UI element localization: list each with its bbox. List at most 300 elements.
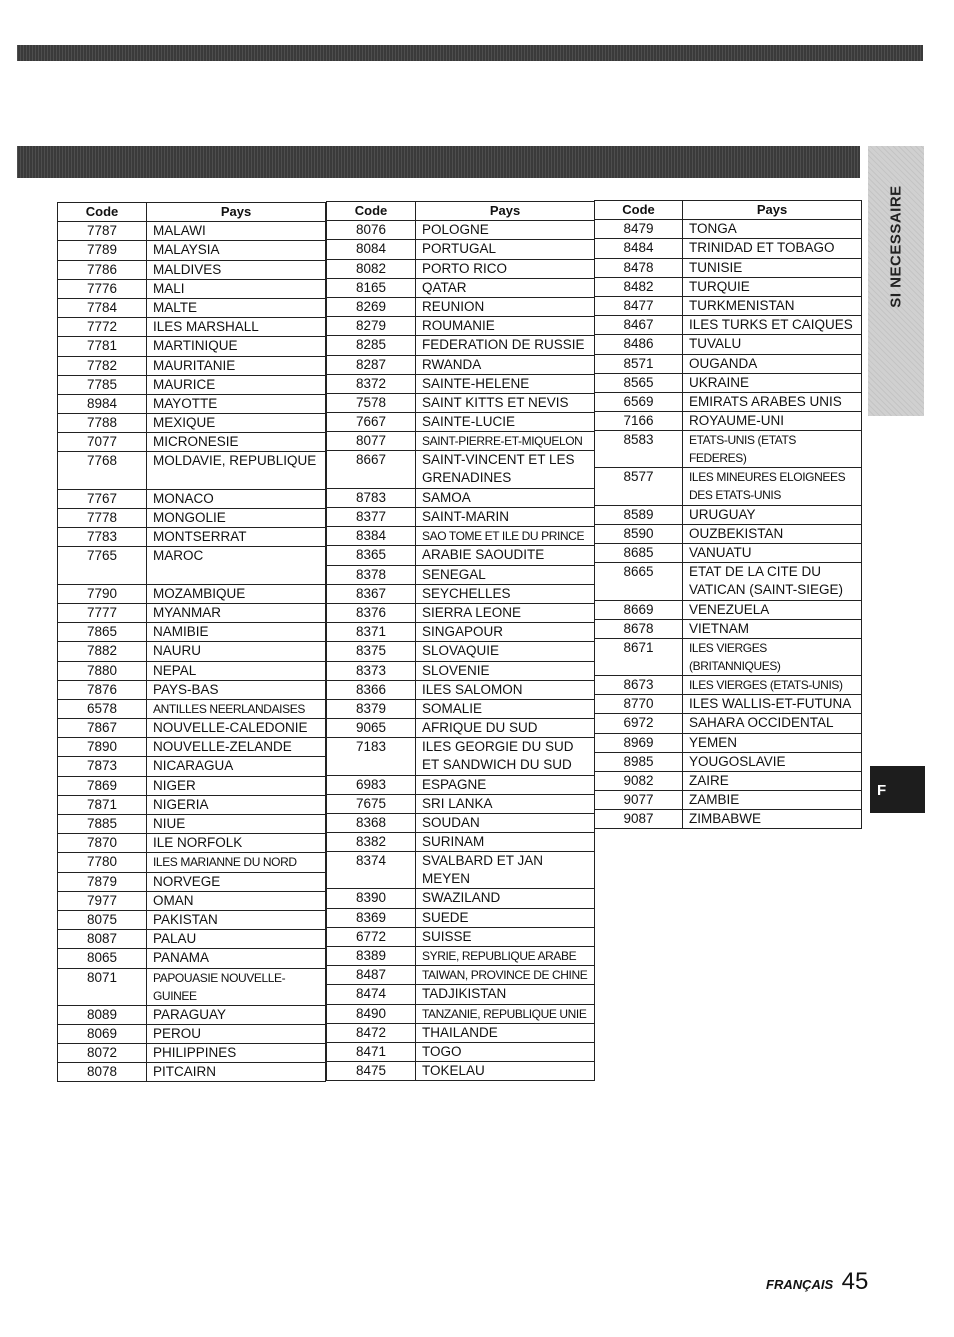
country-name: ARABIE SAOUDITE [416,546,595,565]
country-name: ETATS-UNIS (ETATS FEDERES) [683,431,862,468]
country-name: REUNION [416,297,595,316]
table-row [58,337,326,356]
table-row [58,642,326,661]
country-name: SAINT-VINCENT ET LES GRENADINES [416,451,595,488]
table-row [595,733,862,752]
country-code: 8082 [327,259,416,278]
country-code: 8969 [595,733,683,752]
country-code: 7765 [58,547,147,584]
country-name: SLOVENIE [416,661,595,680]
country-name: MAURICE [147,375,326,394]
country-code: 8678 [595,619,683,638]
country-code: 9082 [595,771,683,790]
country-code: 9087 [595,810,683,829]
country-code: 8366 [327,680,416,699]
country-code: 7876 [58,680,147,699]
country-code: 8590 [595,524,683,543]
country-name: NIGER [147,776,326,795]
table-row [595,771,862,790]
country-code: 7183 [327,738,416,775]
country-code: 8287 [327,355,416,374]
country-code: 8373 [327,661,416,680]
country-code: 8382 [327,833,416,852]
country-name: TUNISIE [683,258,862,277]
table-row [58,547,326,584]
table-row [327,985,595,1004]
country-name: ESPAGNE [416,775,595,794]
country-name: NEPAL [147,661,326,680]
table-row [58,603,326,622]
country-name: AFRIQUE DU SUD [416,719,595,738]
table-row [327,699,595,718]
table-row [327,488,595,507]
country-code: 8069 [58,1024,147,1043]
country-name: OUGANDA [683,354,862,373]
country-code: 8072 [58,1043,147,1062]
table-row [58,528,326,547]
country-code: 7867 [58,719,147,738]
country-code: 8565 [595,373,683,392]
table-row [58,910,326,929]
country-code: 6569 [595,392,683,411]
table-row [327,738,595,775]
table-row [58,623,326,642]
country-name: THAILANDE [416,1023,595,1042]
country-name: PAYS-BAS [147,680,326,699]
table-row [595,714,862,733]
country-code: 7778 [58,509,147,528]
table-row [595,505,862,524]
table-row [58,661,326,680]
country-name: YOUGOSLAVIE [683,752,862,771]
country-name: MALI [147,279,326,298]
table-row [58,279,326,298]
country-name: NIUE [147,815,326,834]
country-code: 8467 [595,316,683,335]
country-code: 8374 [327,852,416,889]
country-code: 8367 [327,584,416,603]
country-name: MYANMAR [147,603,326,622]
country-code: 7879 [58,872,147,891]
table-row [595,524,862,543]
country-name: ILES SALOMON [416,680,595,699]
country-name: MEXIQUE [147,414,326,433]
table-row [58,699,326,718]
column-header-country: Pays [147,203,326,222]
table-row [58,414,326,433]
table-row [58,509,326,528]
country-code: 8071 [58,968,147,1005]
country-name: TRINIDAD ET TOBAGO [683,239,862,258]
table-row [327,1062,595,1081]
table-row [595,277,862,296]
country-code: 8389 [327,946,416,965]
country-name: SOMALIE [416,699,595,718]
table-row [58,452,326,489]
country-code: 6972 [595,714,683,733]
country-name: EMIRATS ARABES UNIS [683,392,862,411]
country-name: NIGERIA [147,795,326,814]
table-row [58,1024,326,1043]
country-code: 8477 [595,296,683,315]
country-code: 8365 [327,546,416,565]
country-code: 7776 [58,279,147,298]
country-code: 8084 [327,240,416,259]
country-code: 7869 [58,776,147,795]
country-code: 6578 [58,699,147,718]
table-row [595,335,862,354]
country-name: TOGO [416,1042,595,1061]
country-name: PORTO RICO [416,259,595,278]
country-name: SAHARA OCCIDENTAL [683,714,862,733]
country-code: 8665 [595,563,683,600]
table-row [595,220,862,239]
country-code: 7873 [58,757,147,776]
table-row [595,468,862,505]
country-code: 8487 [327,966,416,985]
table-row [595,373,862,392]
country-code: 8475 [327,1062,416,1081]
country-code: 8478 [595,258,683,277]
top-decorative-band [17,45,923,61]
country-name: SLOVAQUIE [416,642,595,661]
country-code: 8671 [595,638,683,675]
country-code: 8372 [327,374,416,393]
country-code: 8375 [327,642,416,661]
country-code: 8269 [327,297,416,316]
country-code: 7789 [58,241,147,260]
country-name: TADJIKISTAN [416,985,595,1004]
country-name: TONGA [683,220,862,239]
table-row [58,1043,326,1062]
table-row [327,546,595,565]
country-code: 6983 [327,775,416,794]
table-row [58,318,326,337]
country-name: SEYCHELLES [416,584,595,603]
country-code: 8486 [595,335,683,354]
table-row [327,719,595,738]
country-code: 8583 [595,431,683,468]
table-row [58,872,326,891]
country-name: TAIWAN, PROVINCE DE CHINE [416,966,595,985]
country-code-table-1 [57,202,326,1082]
country-code: 8165 [327,278,416,297]
country-name: PAPOUASIE NOUVELLE-GUINEE [147,968,326,1005]
table-row [595,695,862,714]
country-code: 7667 [327,413,416,432]
country-code: 6772 [327,927,416,946]
country-name: SINGAPOUR [416,623,595,642]
country-name: SVALBARD ET JAN MEYEN [416,852,595,889]
table-row [58,719,326,738]
country-code: 8472 [327,1023,416,1042]
country-name: MALTE [147,298,326,317]
country-name: PANAMA [147,949,326,968]
country-name: ILES VIERGES (ETATS-UNIS) [683,675,862,694]
table-row [327,374,595,393]
country-code: 8783 [327,488,416,507]
country-name: SAINT KITTS ET NEVIS [416,393,595,412]
country-code-table-2 [326,201,595,1081]
column-header-code: Code [595,201,683,220]
table-row [58,776,326,795]
country-name: SRI LANKA [416,794,595,813]
country-code: 8279 [327,317,416,336]
country-name: OMAN [147,891,326,910]
table-row [327,240,595,259]
country-code: 7784 [58,298,147,317]
country-name: PEROU [147,1024,326,1043]
table-row [327,584,595,603]
country-name: ETAT DE LA CITE DU VATICAN (SAINT-SIEGE) [683,563,862,600]
country-code: 7865 [58,623,147,642]
country-name: ROUMANIE [416,317,595,336]
country-name: NAMIBIE [147,623,326,642]
table-row [327,775,595,794]
side-tab-label-wrap [868,146,924,346]
table-row [327,661,595,680]
table-row [58,680,326,699]
page-footer [766,1268,868,1296]
table-row [595,258,862,277]
country-name: RWANDA [416,355,595,374]
table-row [58,853,326,872]
table-row [58,891,326,910]
country-code: 8985 [595,752,683,771]
table-row [58,298,326,317]
country-code: 7781 [58,337,147,356]
country-code: 8376 [327,603,416,622]
country-name: ILES MINEURES ELOIGNEES DES ETATS-UNIS [683,468,862,505]
country-name: MARTINIQUE [147,337,326,356]
country-code: 7780 [58,853,147,872]
country-name: ZAIRE [683,771,862,790]
country-code: 8482 [595,277,683,296]
side-tab-label: SI NECESSAIRE [887,184,905,308]
country-name: VANUATU [683,544,862,563]
country-name: ILES GEORGIE DU SUD ET SANDWICH DU SUD [416,738,595,775]
country-code: 7890 [58,738,147,757]
country-name: SYRIE, REPUBLIQUE ARABE [416,946,595,965]
country-code: 7785 [58,375,147,394]
country-code: 8479 [595,220,683,239]
country-name: ZAMBIE [683,791,862,810]
table-row [327,680,595,699]
country-name: PITCAIRN [147,1063,326,1082]
column-header-code: Code [327,202,416,221]
table-row [595,431,862,468]
country-name: SIERRA LEONE [416,603,595,622]
table-row [327,508,595,527]
column-header-country: Pays [683,201,862,220]
country-name: VIETNAM [683,619,862,638]
country-name: MALAWI [147,222,326,241]
table-row [595,791,862,810]
table-row [327,603,595,622]
country-name: SWAZILAND [416,889,595,908]
table-row [58,433,326,452]
section-header-band [17,146,860,178]
country-code: 8369 [327,908,416,927]
country-name: SAINTE-HELENE [416,374,595,393]
country-name: NOUVELLE-ZELANDE [147,738,326,757]
country-name: SAINT-MARIN [416,508,595,527]
table-row [327,317,595,336]
country-name: ILES MARIANNE DU NORD [147,853,326,872]
country-name: ROYAUME-UNI [683,412,862,431]
country-name: SAMOA [416,488,595,507]
country-name: ZIMBABWE [683,810,862,829]
country-name: SAINT-PIERRE-ET-MIQUELON [416,432,595,451]
table-row [327,221,595,240]
table-row [327,432,595,451]
table-row [595,563,862,600]
language-tab [870,766,925,813]
country-name: SUEDE [416,908,595,927]
country-name: URUGUAY [683,505,862,524]
country-code: 7777 [58,603,147,622]
country-code: 7788 [58,414,147,433]
country-name: TANZANIE, REPUBLIQUE UNIE [416,1004,595,1023]
table-row [58,222,326,241]
country-code: 7767 [58,489,147,508]
table-row [327,833,595,852]
country-name: TURQUIE [683,277,862,296]
country-code: 8368 [327,814,416,833]
country-name: TURKMENISTAN [683,296,862,315]
country-code: 8379 [327,699,416,718]
table-row [327,278,595,297]
country-code: 9065 [327,719,416,738]
country-name: QATAR [416,278,595,297]
country-code: 8984 [58,394,147,413]
country-code: 8087 [58,930,147,949]
country-code: 8075 [58,910,147,929]
country-code: 8490 [327,1004,416,1023]
country-code: 8474 [327,985,416,1004]
table-row [58,241,326,260]
country-code: 7880 [58,661,147,680]
country-code: 7782 [58,356,147,375]
table-row [58,584,326,603]
country-code: 7772 [58,318,147,337]
country-code: 7870 [58,834,147,853]
country-code: 7166 [595,412,683,431]
country-code: 8076 [327,221,416,240]
table-row [327,946,595,965]
country-name: FEDERATION DE RUSSIE [416,336,595,355]
table-row [327,927,595,946]
table-row [327,393,595,412]
country-name: OUZBEKISTAN [683,524,862,543]
country-name: NAURU [147,642,326,661]
table-row [327,889,595,908]
country-code: 8377 [327,508,416,527]
table-row [327,355,595,374]
table-row [327,451,595,488]
table-row [595,619,862,638]
table-row [327,297,595,316]
country-name: SENEGAL [416,565,595,584]
country-code: 7787 [58,222,147,241]
country-code: 8078 [58,1063,147,1082]
table-row [595,412,862,431]
country-name: MONTSERRAT [147,528,326,547]
country-name: MONACO [147,489,326,508]
table-row [58,489,326,508]
country-code: 8065 [58,949,147,968]
table-row [327,1004,595,1023]
table-row [58,815,326,834]
country-name: VENEZUELA [683,600,862,619]
country-code: 8571 [595,354,683,373]
country-name: SURINAM [416,833,595,852]
country-name: ILES VIERGES (BRITANNIQUES) [683,638,862,675]
country-name: MALDIVES [147,260,326,279]
country-code: 7675 [327,794,416,813]
table-row [595,752,862,771]
table-row [58,930,326,949]
country-name: PHILIPPINES [147,1043,326,1062]
country-name: MICRONESIE [147,433,326,452]
table-row [327,1042,595,1061]
table-row [327,527,595,546]
table-row [58,1005,326,1024]
country-code: 8589 [595,505,683,524]
table-row [327,794,595,813]
country-name: TOKELAU [416,1062,595,1081]
country-code: 8673 [595,675,683,694]
country-code: 8384 [327,527,416,546]
country-code: 7578 [327,393,416,412]
country-name: ILE NORFOLK [147,834,326,853]
country-name: POLOGNE [416,221,595,240]
country-name: TUVALU [683,335,862,354]
country-code: 8770 [595,695,683,714]
country-code: 8471 [327,1042,416,1061]
table-row [58,757,326,776]
table-row [595,296,862,315]
table-row [327,1023,595,1042]
country-name: SUISSE [416,927,595,946]
table-row [58,394,326,413]
table-row [58,949,326,968]
country-code: 7783 [58,528,147,547]
country-code: 8685 [595,544,683,563]
country-name: MAROC [147,547,326,584]
country-code: 7768 [58,452,147,489]
country-code: 7885 [58,815,147,834]
country-code: 7077 [58,433,147,452]
column-header-code: Code [58,203,147,222]
country-name: MAYOTTE [147,394,326,413]
country-code: 8669 [595,600,683,619]
table-row [58,795,326,814]
footer-language: FRANÇAIS [766,1277,834,1292]
country-code: 8484 [595,239,683,258]
table-row [58,356,326,375]
country-name: ANTILLES NEERLANDAISES [147,699,326,718]
page-number: 45 [841,1268,869,1295]
country-name: NICARAGUA [147,757,326,776]
table-row [327,966,595,985]
country-name: MOZAMBIQUE [147,584,326,603]
country-code: 8667 [327,451,416,488]
table-row [327,623,595,642]
table-row [327,565,595,584]
country-name: PORTUGAL [416,240,595,259]
table-row [595,675,862,694]
